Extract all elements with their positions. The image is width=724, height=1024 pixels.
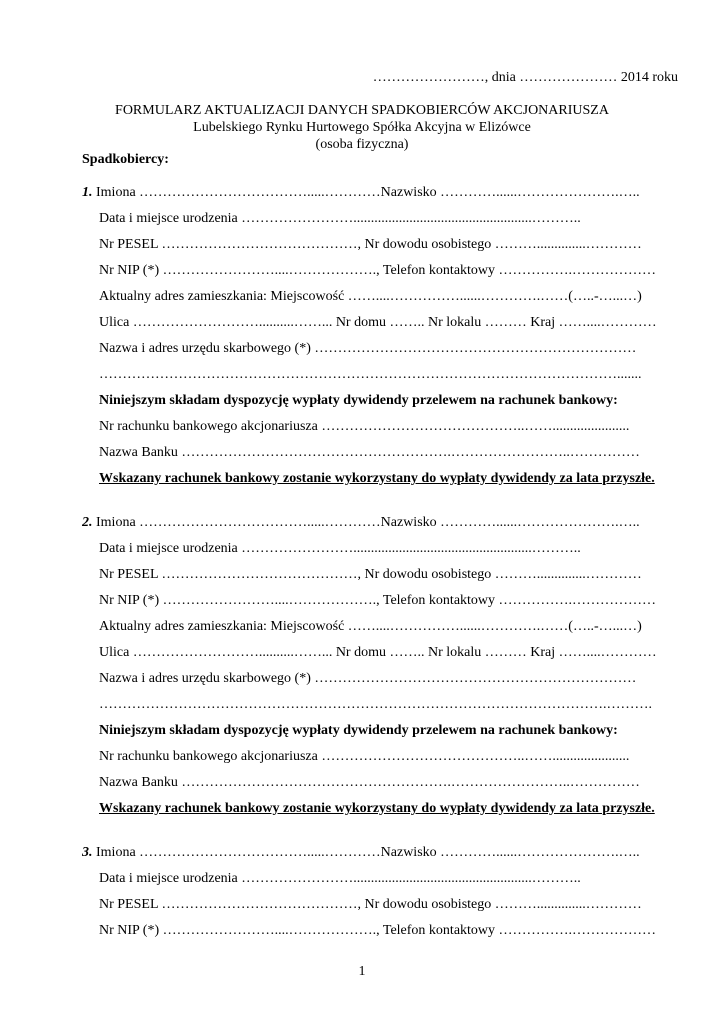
declaration-text: Niniejszym składam dyspozycję wypłaty dywidendy przelewem na rachunek bankowy:: [99, 393, 618, 408]
heir-number: 1.: [82, 185, 93, 200]
tax-office-continuation[interactable]: ……………………………………………………………………………………………….……….: [99, 697, 652, 712]
pesel-field[interactable]: Nr PESEL ……………………………………, Nr dowodu osobistego ………..............…………: [99, 237, 642, 252]
tax-office-field[interactable]: Nazwa i adres urzędu skarbowego (*) ……………………………………………………………: [99, 671, 637, 686]
account-field[interactable]: Nr rachunku bankowego akcjonariusza ……………………………………..……......................: [99, 749, 630, 764]
names-field[interactable]: Imiona ……………………………….....…………Nazwisko …………......………………….…..: [96, 515, 640, 530]
heir-number: 2.: [82, 515, 93, 530]
address-field[interactable]: Aktualny adres zamieszkania: Miejscowość ……....……………......………….……(…..-…...…): [99, 619, 642, 634]
heir-3-names-row: [82, 844, 640, 862]
names-field[interactable]: Imiona ……………………………….....…………Nazwisko …………......………………….…..: [96, 845, 640, 860]
bank-field[interactable]: Nazwa Banku ………………………………………………….……………………..……………: [99, 775, 640, 790]
page-number: 1: [358, 964, 366, 979]
birth-field[interactable]: Data i miejsce urodzenia ……………………...................................................………..: [99, 211, 581, 226]
notice-text: Wskazany rachunek bankowy zostanie wykorzystany do wypłaty dywidendy za lata przyszłe.: [99, 471, 655, 486]
section-label: Spadkobiercy:: [82, 152, 169, 167]
nip-field[interactable]: Nr NIP (*) ……………………....………………., Telefon kontaktowy …………….………………: [99, 593, 657, 608]
pesel-field[interactable]: Nr PESEL ……………………………………, Nr dowodu osobistego ………..............…………: [99, 567, 642, 582]
address-field[interactable]: Aktualny adres zamieszkania: Miejscowość ……....……………......………….……(…..-…...…): [99, 289, 642, 304]
names-field[interactable]: Imiona ……………………………….....…………Nazwisko …………......………………….…..: [96, 185, 640, 200]
birth-field[interactable]: Data i miejsce urodzenia ……………………...................................................………..: [99, 541, 581, 556]
birth-field[interactable]: Data i miejsce urodzenia ……………………...................................................………..: [99, 871, 581, 886]
title-company: Lubelskiego Rynku Hurtowego Spółka Akcyjna w Elizówce: [193, 120, 531, 135]
nip-field[interactable]: Nr NIP (*) ……………………....………………., Telefon kontaktowy …………….………………: [99, 263, 657, 278]
street-field[interactable]: Ulica ………………………..........……... Nr domu …….. Nr lokalu ……… Kraj ……....…………: [99, 645, 657, 660]
tax-office-continuation[interactable]: ………………………………………………………………………………………………….......: [99, 367, 642, 382]
title-main: FORMULARZ AKTUALIZACJI DANYCH SPADKOBIERCÓW AKCJONARIUSZA: [115, 103, 609, 118]
declaration-text: Niniejszym składam dyspozycję wypłaty dywidendy przelewem na rachunek bankowy:: [99, 723, 618, 738]
account-field[interactable]: Nr rachunku bankowego akcjonariusza ……………………………………..……......................: [99, 419, 630, 434]
heir-2-names-row: [82, 514, 640, 532]
nip-field[interactable]: Nr NIP (*) ……………………....………………., Telefon kontaktowy …………….………………: [99, 923, 657, 938]
title-subtitle: (osoba fizyczna): [315, 137, 409, 152]
date-line: ……………………, dnia ………………… 2014 roku: [372, 70, 678, 85]
street-field[interactable]: Ulica ………………………..........……... Nr domu …….. Nr lokalu ……… Kraj ……....…………: [99, 315, 657, 330]
heir-number: 3.: [82, 845, 93, 860]
tax-office-field[interactable]: Nazwa i adres urzędu skarbowego (*) ……………………………………………………………: [99, 341, 637, 356]
pesel-field[interactable]: Nr PESEL ……………………………………, Nr dowodu osobistego ………..............…………: [99, 897, 642, 912]
form-title: [0, 102, 724, 153]
bank-field[interactable]: Nazwa Banku ………………………………………………….……………………..……………: [99, 445, 640, 460]
notice-text: Wskazany rachunek bankowy zostanie wykorzystany do wypłaty dywidendy za lata przyszłe.: [99, 801, 655, 816]
heir-1-names-row: [82, 184, 640, 202]
